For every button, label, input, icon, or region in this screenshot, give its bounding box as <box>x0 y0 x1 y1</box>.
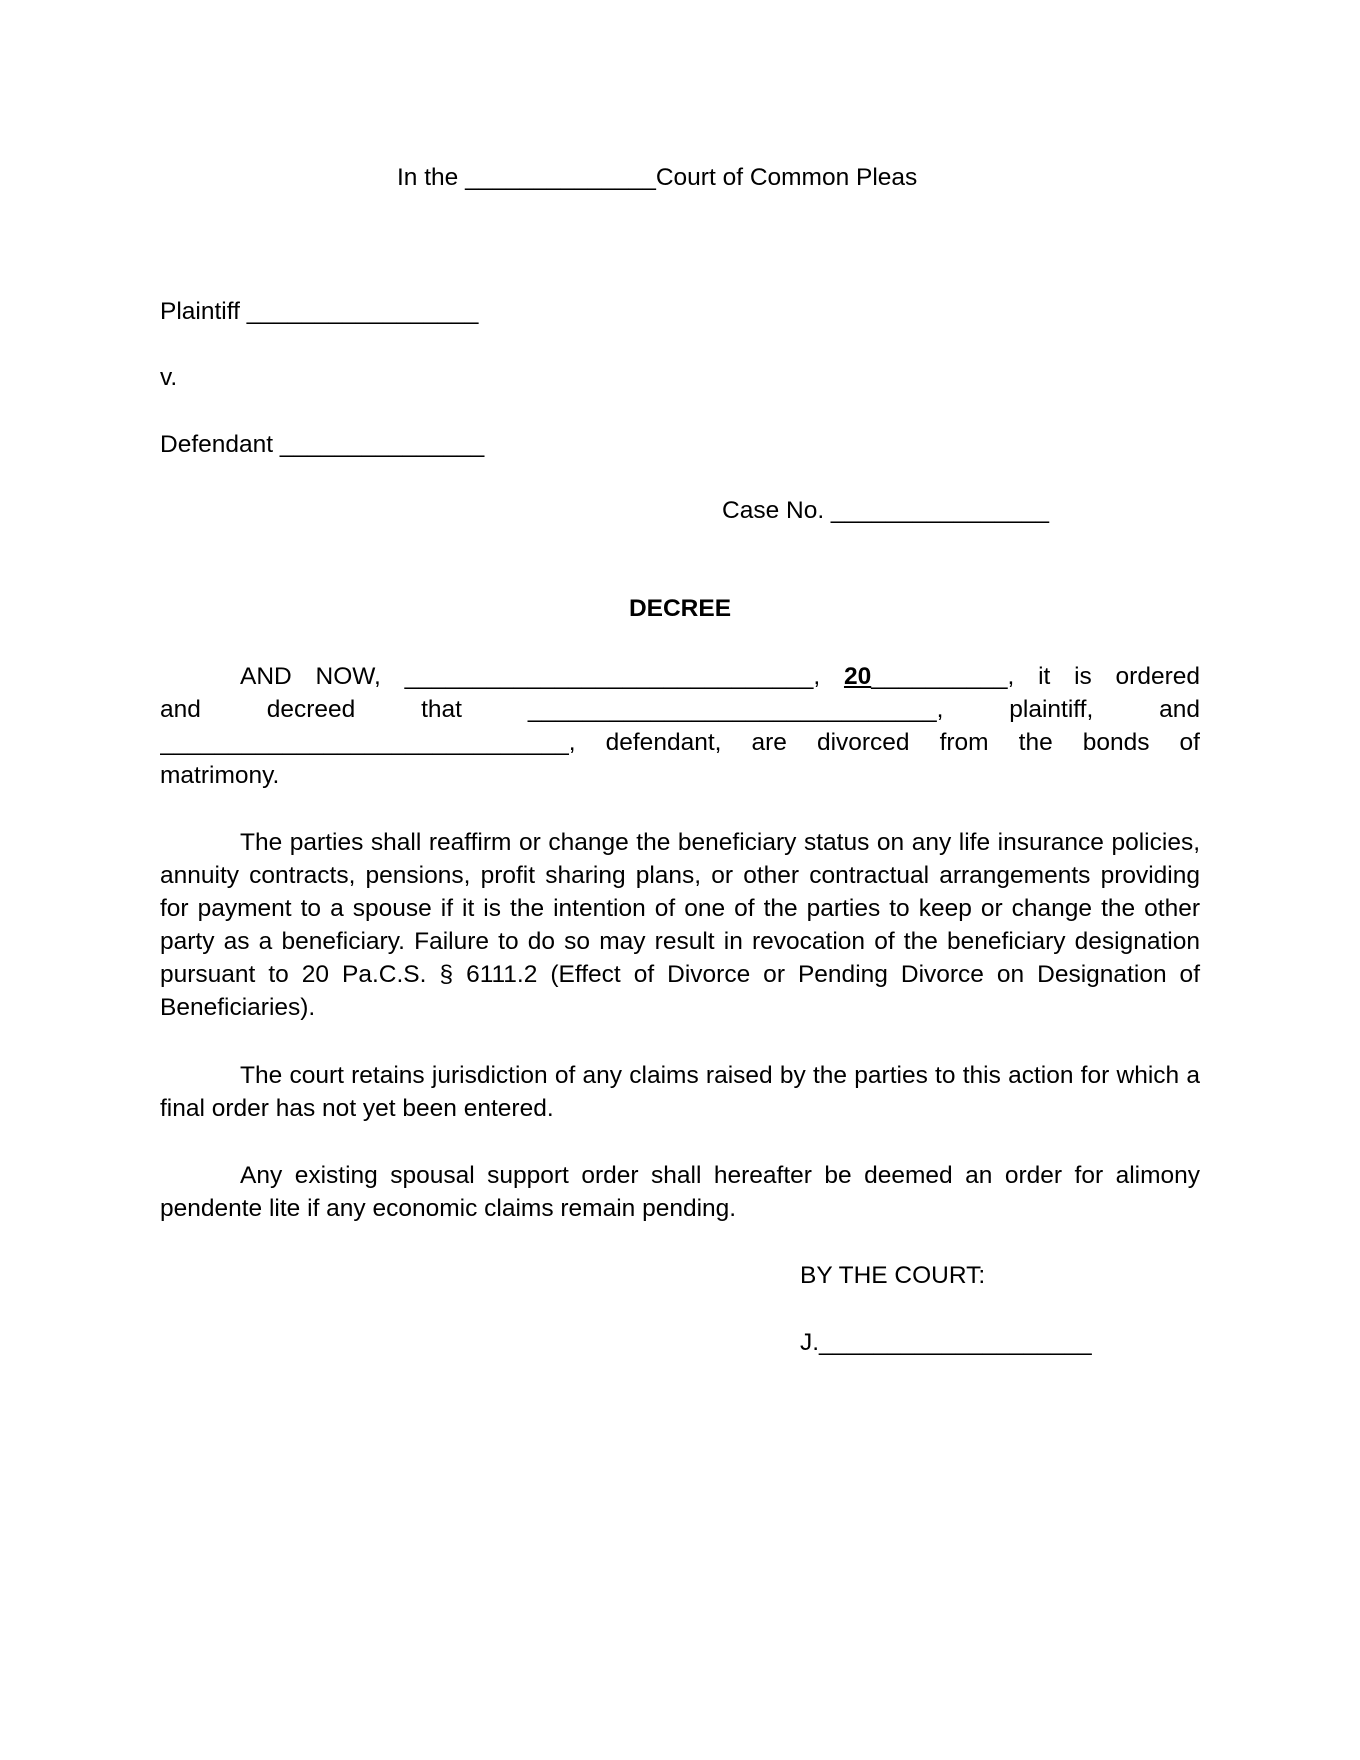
defendant-line: Defendant _______________ <box>160 431 485 458</box>
court-heading: In the ______________Court of Common Pleas <box>397 164 918 191</box>
decree-title: DECREE <box>628 595 732 622</box>
decree-line-3: ______________________________, defendant, are divorced from the bonds of <box>160 729 1200 756</box>
versus-label: v. <box>160 364 178 391</box>
plaintiff-line: Plaintiff _________________ <box>160 298 479 325</box>
decree-line-1 <box>160 660 1200 693</box>
jurisdiction-paragraph: The court retains jurisdiction of any claims raised by the parties to this action for which a final order has not yet been entered. <box>160 1062 1200 1122</box>
decree-line-4: matrimony. <box>160 762 280 789</box>
year-prefix: 20 <box>843 663 872 690</box>
and-now-text: AND NOW, ______________________________, <box>240 663 844 690</box>
judge-signature-line: J.____________________ <box>800 1329 1092 1356</box>
decree-paragraph-1 <box>160 660 1200 792</box>
spousal-support-paragraph: Any existing spousal support order shall hereafter be deemed an order for alimony pendente lite if any economic claims remain pending. <box>160 1162 1200 1222</box>
case-number-line: Case No. ________________ <box>722 497 1049 524</box>
by-the-court-label: BY THE COURT: <box>800 1262 986 1289</box>
ordered-text: __________, it is ordered <box>871 663 1200 690</box>
decree-line-2: and decreed that ______________________________, plaintiff, and <box>160 696 1200 723</box>
beneficiary-paragraph: The parties shall reaffirm or change the beneficiary status on any life insurance policies, annuity contracts, pensions, profit sharing plans, or other contractual arrangements providing for payment to a spouse if it is the intention of one of the parties to keep or change the other party as a beneficiary. Failure to do so may result in revocation of the beneficiary designation pursuant to 20 Pa.C.S. § 6111.2 (Effect of Divorce or Pending Divorce on Designation of Beneficiaries). <box>160 829 1200 1021</box>
